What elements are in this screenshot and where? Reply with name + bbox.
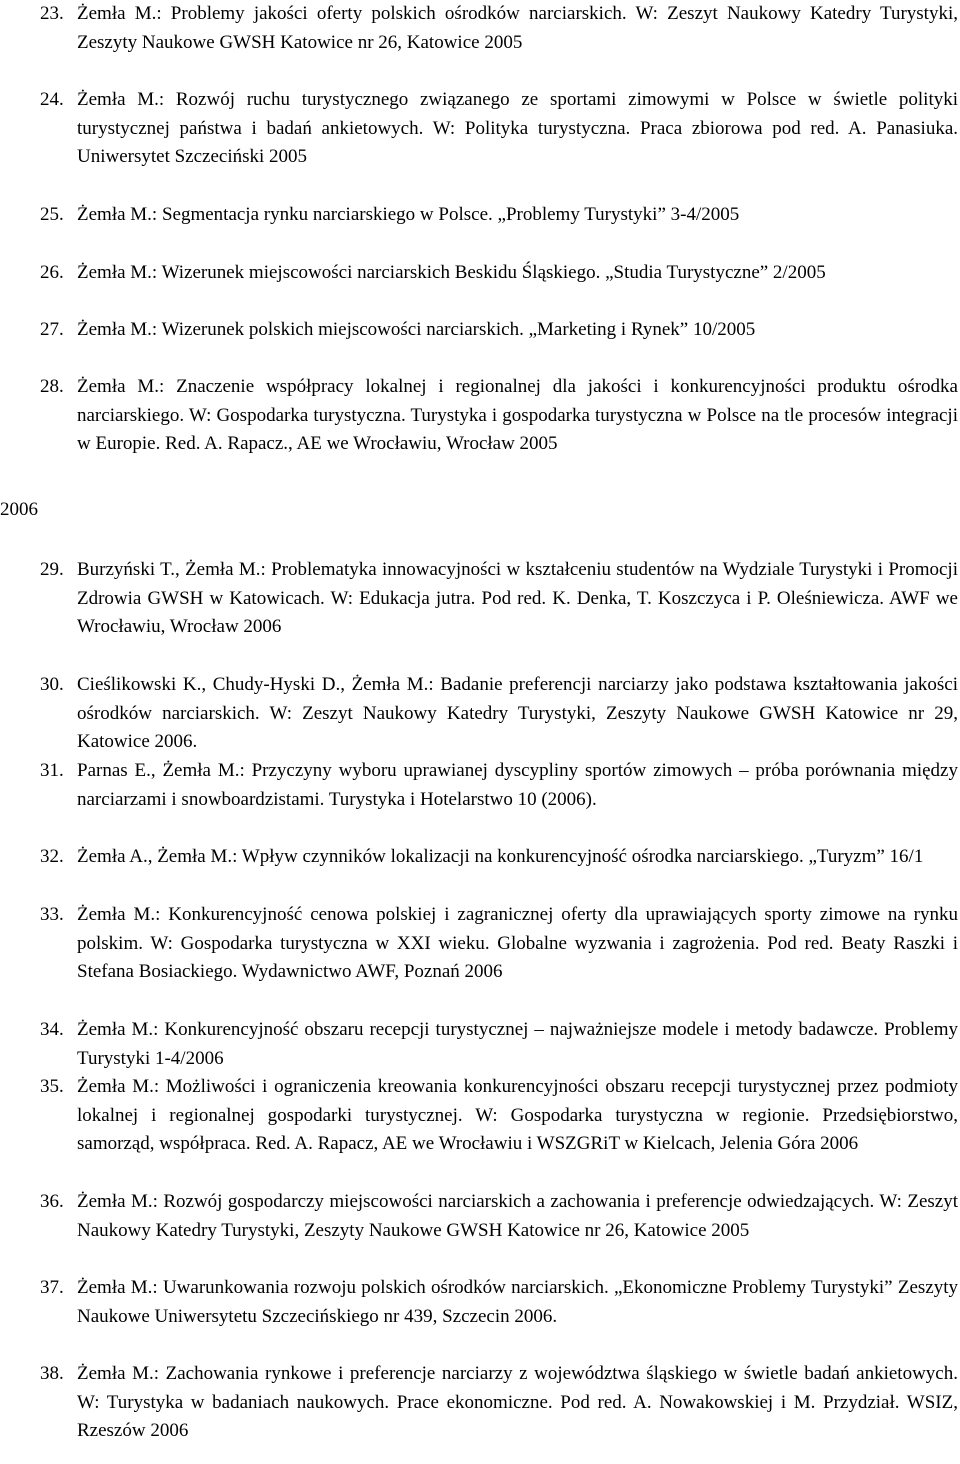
bibliography-entry-32 <box>40 843 958 872</box>
entry-number: 25. <box>40 204 64 225</box>
entry-number: 38. <box>40 1363 64 1384</box>
entry-number: 35. <box>40 1076 64 1097</box>
entry-number: 34. <box>40 1019 64 1040</box>
bibliography-entry-29 <box>40 556 958 642</box>
bibliography-entry-24 <box>40 86 958 172</box>
entry-number: 29. <box>40 559 64 580</box>
entry-text: Parnas E., Żemła M.: Przyczyny wyboru uprawianej dyscypliny sportów zimowych – próba porównania między narciarzami i snowboardzistami. Turystyka i Hotelarstwo 10 (2006). <box>77 760 958 810</box>
entry-number: 31. <box>40 760 64 781</box>
bibliography-entry-23 <box>40 0 958 57</box>
year-heading: 2006 <box>0 499 38 520</box>
entry-number: 36. <box>40 1191 64 1212</box>
entry-number: 33. <box>40 904 64 925</box>
entry-text: Żemła A., Żemła M.: Wpływ czynników lokalizacji na konkurencyjność ośrodka narciarskiego. „Turyzm” 16/1 <box>77 846 924 867</box>
entry-text: Żemła M.: Zachowania rynkowe i preferencje narciarzy z województwa śląskiego w świetle badań ankietowych. W: Turystyka w badaniach naukowych. Prace ekonomiczne. Pod red. A. Nowakowskiej i M. Przydział. WSIZ, Rzeszów 2006 <box>77 1363 958 1442</box>
entry-number: 30. <box>40 674 64 695</box>
entry-text: Żemła M.: Konkurencyjność obszaru recepcji turystycznej – najważniejsze modele i metody badawcze. Problemy Turystyki 1-4/2006 <box>77 1019 958 1069</box>
bibliography-entry-37 <box>40 1274 958 1331</box>
entry-text: Żemła M.: Rozwój gospodarczy miejscowości narciarskich a zachowania i preferencje odwiedzających. W: Zeszyt Naukowy Katedry Turystyki, Zeszyty Naukowe GWSH Katowice nr 26, Katowice 2005 <box>77 1191 958 1241</box>
bibliography-entry-26 <box>40 259 958 288</box>
bibliography-entry-30 <box>40 671 958 757</box>
entry-number: 32. <box>40 846 64 867</box>
entry-text: Cieślikowski K., Chudy-Hyski D., Żemła M.: Badanie preferencji narciarzy jako podstawa kształtowania jakości ośrodków narciarskich. W: Zeszyt Naukowy Katedry Turystyki, Zeszyty Naukowe GWSH Katowice nr 29, Katowice 2006. <box>77 674 958 753</box>
entry-text: Żemła M.: Wizerunek miejscowości narciarskich Beskidu Śląskiego. „Studia Turystyczne” 2/2005 <box>77 262 826 283</box>
bibliography-entry-28 <box>40 373 958 459</box>
bibliography-entry-25 <box>40 201 958 230</box>
bibliography-entry-27 <box>40 316 958 345</box>
entry-text: Żemła M.: Rozwój ruchu turystycznego związanego ze sportami zimowymi w Polsce w świetle polityki turystycznej państwa i badań ankietowych. W: Polityka turystyczna. Praca zbiorowa pod red. A. Panasiuka. Uniwersytet Szczeciński 2005 <box>77 89 958 168</box>
bibliography-entry-34 <box>40 1016 958 1073</box>
bibliography-entry-38 <box>40 1360 958 1446</box>
entry-number: 28. <box>40 376 64 397</box>
bibliography-entry-35 <box>40 1073 958 1159</box>
entry-number: 23. <box>40 3 64 24</box>
entry-number: 27. <box>40 319 64 340</box>
entry-text: Żemła M.: Uwarunkowania rozwoju polskich ośrodków narciarskich. „Ekonomiczne Problemy Turystyki” Zeszyty Naukowe Uniwersytetu Szczecińskiego nr 439, Szczecin 2006. <box>77 1277 958 1327</box>
entry-text: Żemła M.: Możliwości i ograniczenia kreowania konkurencyjności obszaru recepcji turystycznej przez podmioty lokalnej i regionalnej gospodarki turystycznej. W: Gospodarka turystyczna w regionie. Przedsiębiorstwo, samorząd, współpraca. Red. A. Rapacz, AE we Wrocławiu i WSZGRiT w Kielcach, Jelenia Góra 2006 <box>77 1076 958 1155</box>
entry-number: 26. <box>40 262 64 283</box>
bibliography-entry-36 <box>40 1188 958 1245</box>
entry-text: Żemła M.: Wizerunek polskich miejscowości narciarskich. „Marketing i Rynek” 10/2005 <box>77 319 756 340</box>
bibliography-entry-33 <box>40 901 958 987</box>
bibliography-entry-31 <box>40 757 958 814</box>
entry-number: 37. <box>40 1277 64 1298</box>
entry-text: Burzyński T., Żemła M.: Problematyka innowacyjności w kształceniu studentów na Wydziale Turystyki i Promocji Zdrowia GWSH w Katowicach. W: Edukacja jutra. Pod red. K. Denka, T. Koszczyca i P. Oleśniewicza. AWF we Wrocławiu, Wrocław 2006 <box>77 559 958 638</box>
entry-text: Żemła M.: Problemy jakości oferty polskich ośrodków narciarskich. W: Zeszyt Naukowy Katedry Turystyki, Zeszyty Naukowe GWSH Katowice nr 26, Katowice 2005 <box>77 3 958 53</box>
entry-text: Żemła M.: Konkurencyjność cenowa polskiej i zagranicznej oferty dla uprawiających sporty zimowe na rynku polskim. W: Gospodarka turystyczna w XXI wieku. Globalne wyzwania i zagrożenia. Pod red. Beaty Raszki i Stefana Bosiackiego. Wydawnictwo AWF, Poznań 2006 <box>77 904 958 983</box>
entry-text: Żemła M.: Znaczenie współpracy lokalnej i regionalnej dla jakości i konkurencyjności produktu ośrodka narciarskiego. W: Gospodarka turystyczna. Turystyka i gospodarka turystyczna w Polsce na tle procesów integracji w Europie. Red. A. Rapacz., AE we Wrocławiu, Wrocław 2005 <box>77 376 958 455</box>
entry-text: Żemła M.: Segmentacja rynku narciarskiego w Polsce. „Problemy Turystyki” 3-4/2005 <box>77 204 740 225</box>
entry-number: 24. <box>40 89 64 110</box>
